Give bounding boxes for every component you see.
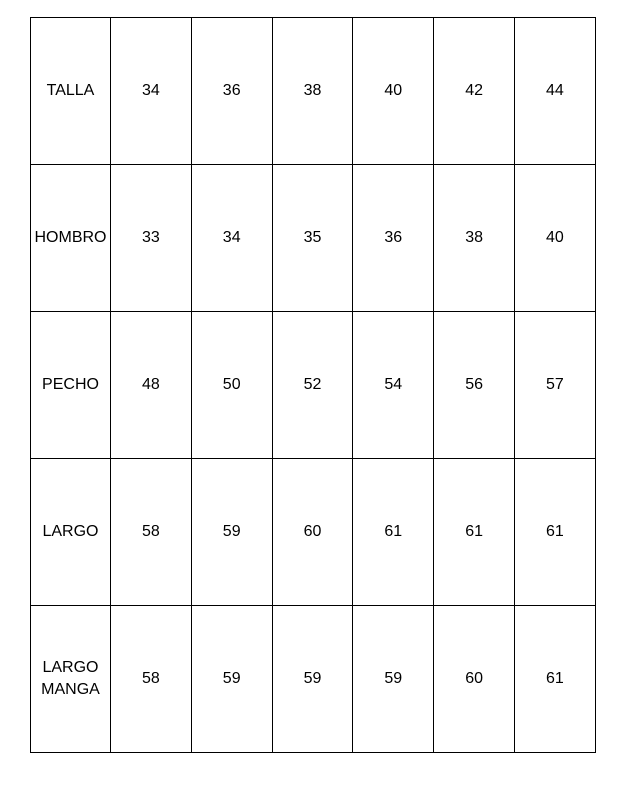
- table-cell: 54: [353, 312, 434, 459]
- row-label: PECHO: [31, 312, 111, 459]
- table-cell: 59: [191, 606, 272, 753]
- table-cell: 59: [353, 606, 434, 753]
- table-cell: 38: [272, 18, 353, 165]
- table-cell: 40: [353, 18, 434, 165]
- table-cell: 60: [434, 606, 515, 753]
- table-cell: 58: [111, 606, 192, 753]
- table-cell: 34: [111, 18, 192, 165]
- table-cell: 52: [272, 312, 353, 459]
- table-cell: 61: [514, 459, 595, 606]
- table-cell: 50: [191, 312, 272, 459]
- table-cell: 60: [272, 459, 353, 606]
- table-cell: 34: [191, 165, 272, 312]
- table-cell: 36: [191, 18, 272, 165]
- table-cell: 59: [191, 459, 272, 606]
- table-cell: 61: [434, 459, 515, 606]
- row-label: LARGO MANGA: [31, 606, 111, 753]
- table-cell: 48: [111, 312, 192, 459]
- table-cell: 61: [353, 459, 434, 606]
- row-label: LARGO: [31, 459, 111, 606]
- table-row-largo: [31, 459, 596, 606]
- table-cell: 56: [434, 312, 515, 459]
- size-chart-table: [30, 17, 596, 753]
- table-cell: 38: [434, 165, 515, 312]
- row-label: TALLA: [31, 18, 111, 165]
- table-row-hombro: [31, 165, 596, 312]
- table-cell: 40: [514, 165, 595, 312]
- row-label: HOMBRO: [31, 165, 111, 312]
- table-cell: 57: [514, 312, 595, 459]
- table-cell: 44: [514, 18, 595, 165]
- table-cell: 35: [272, 165, 353, 312]
- table-cell: 36: [353, 165, 434, 312]
- table-cell: 59: [272, 606, 353, 753]
- table-cell: 42: [434, 18, 515, 165]
- table-cell: 58: [111, 459, 192, 606]
- table-cell: 61: [514, 606, 595, 753]
- table-row-pecho: [31, 312, 596, 459]
- table-row-largo-manga: [31, 606, 596, 753]
- table-cell: 33: [111, 165, 192, 312]
- table-row-talla: [31, 18, 596, 165]
